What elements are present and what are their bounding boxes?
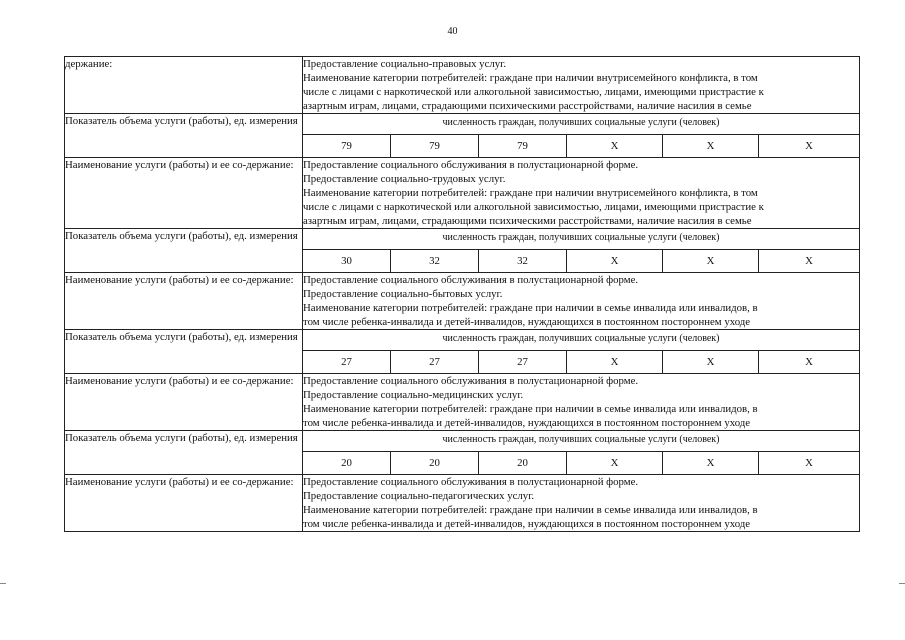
description-line: азартным играм, лицами, страдающими психическими расстройствами, наличие насилия в семье [303,215,752,227]
service-row [65,374,860,431]
indicator-value-cell: X [567,135,663,158]
indicator-value-cell: X [663,250,759,273]
indicator-value-cell: 27 [479,351,567,374]
indicator-value-cell: 27 [303,351,391,374]
description-line: Наименование категории потребителей: граждане при наличии в семье инвалида или инвалидов, в [303,504,758,516]
service-name-label: Наименование услуги (работы) и ее со-держание: [65,273,303,330]
table-body [65,57,860,532]
indicator-label: Показатель объема услуги (работы), ед. измерения [65,114,303,158]
description-line: Предоставление социального обслуживания в полустационарной форме. [303,274,639,286]
service-description [303,374,860,431]
indicator-value-cell: 32 [479,250,567,273]
indicator-value-cell: 20 [391,452,479,475]
service-row [65,273,860,330]
description-line: том числе ребенка-инвалида и детей-инвалидов, нуждающихся в постоянном постороннем уходе [303,518,751,530]
service-name-label: Наименование услуги (работы) и ее со-держание: [65,158,303,229]
indicator-value-cell: 20 [303,452,391,475]
service-description [303,57,860,114]
page-number: 40 [447,26,458,37]
indicator-value-cell: 79 [479,135,567,158]
services-table [64,56,860,532]
indicator-value-cell: X [759,135,860,158]
service-name-label: Наименование услуги (работы) и ее со-держание: [65,475,303,532]
indicator-value-cell: X [759,452,860,475]
indicator-unit-row [65,431,860,452]
description-line: Наименование категории потребителей: граждане при наличии в семье инвалида или инвалидов, в [303,302,758,314]
indicator-value-cell: X [663,351,759,374]
indicator-value-cell: X [567,452,663,475]
service-row [65,475,860,532]
indicator-value-cell: X [759,250,860,273]
indicator-unit-row [65,114,860,135]
indicator-value-cell: X [663,452,759,475]
service-row [65,57,860,114]
indicator-value-cell: X [759,351,860,374]
indicator-unit: численность граждан, получивших социальные услуги (человек) [303,431,860,452]
description-line: том числе ребенка-инвалида и детей-инвалидов, нуждающихся в постоянном постороннем уходе [303,417,751,429]
indicator-unit-row [65,229,860,250]
description-line: числе с лицами с наркотической или алкогольной зависимостью, лицами, имеющими пристрастие к [303,201,764,213]
service-description [303,158,860,229]
description-line: азартным играм, лицами, страдающими психическими расстройствами, наличие насилия в семье [303,100,752,112]
description-line: Предоставление социально-правовых услуг. [303,58,507,70]
service-row [65,158,860,229]
left-edge-mark [0,583,6,584]
indicator-label: Показатель объема услуги (работы), ед. измерения [65,229,303,273]
indicator-label: Показатель объема услуги (работы), ед. измерения [65,431,303,475]
indicator-value-cell: 30 [303,250,391,273]
description-line: том числе ребенка-инвалида и детей-инвалидов, нуждающихся в постоянном постороннем уходе [303,316,751,328]
description-line: Предоставление социального обслуживания в полустационарной форме. [303,476,639,488]
indicator-value-cell: 27 [391,351,479,374]
description-line: Предоставление социально-бытовых услуг. [303,288,503,300]
description-line: Наименование категории потребителей: граждане при наличии внутрисемейного конфликта, в том [303,72,758,84]
indicator-value-cell: 20 [479,452,567,475]
indicator-value-cell: 79 [391,135,479,158]
indicator-value-cell: 32 [391,250,479,273]
indicator-label: Показатель объема услуги (работы), ед. измерения [65,330,303,374]
indicator-value-cell: X [663,135,759,158]
description-line: Наименование категории потребителей: граждане при наличии в семье инвалида или инвалидов, в [303,403,758,415]
description-line: Предоставление социального обслуживания в полустационарной форме. [303,159,639,171]
description-line: Предоставление социального обслуживания в полустационарной форме. [303,375,639,387]
indicator-unit: численность граждан, получивших социальные услуги (человек) [303,114,860,135]
indicator-value-cell: X [567,351,663,374]
service-description [303,273,860,330]
service-name-label: Наименование услуги (работы) и ее со-держание: [65,374,303,431]
description-line: Предоставление социально-педагогических услуг. [303,490,535,502]
description-line: Предоставление социально-медицинских услуг. [303,389,524,401]
service-description [303,475,860,532]
description-line: числе с лицами с наркотической или алкогольной зависимостью, лицами, имеющими пристрастие к [303,86,764,98]
right-edge-mark [899,583,905,584]
indicator-unit: численность граждан, получивших социальные услуги (человек) [303,229,860,250]
indicator-value-cell: 79 [303,135,391,158]
indicator-unit-row [65,330,860,351]
service-name-label: держание: [65,57,303,114]
description-line: Предоставление социально-трудовых услуг. [303,173,506,185]
indicator-unit: численность граждан, получивших социальные услуги (человек) [303,330,860,351]
indicator-value-cell: X [567,250,663,273]
description-line: Наименование категории потребителей: граждане при наличии внутрисемейного конфликта, в том [303,187,758,199]
